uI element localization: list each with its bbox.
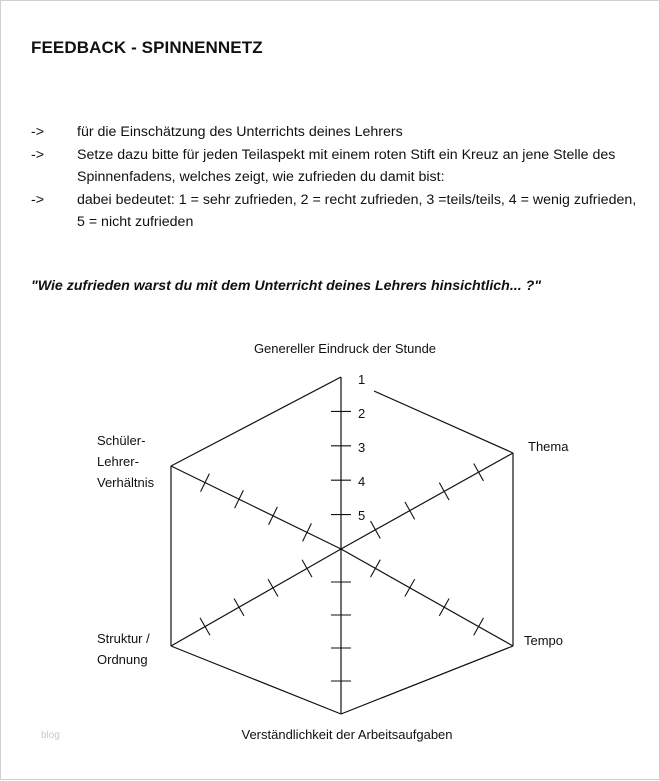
page-title: FEEDBACK - SPINNENNETZ	[31, 38, 263, 57]
web-lines	[171, 377, 513, 714]
axis-label-verhaeltnis: Verhältnis	[97, 475, 155, 490]
web-edge	[171, 377, 341, 466]
axis-label-bottom: Verständlichkeit der Arbeitsaufgaben	[241, 727, 453, 742]
web-ticks	[200, 411, 483, 681]
web-tick	[439, 483, 449, 500]
web-tick	[405, 579, 415, 596]
web-spoke	[171, 466, 341, 549]
web-tick	[200, 618, 210, 635]
web-tick	[439, 598, 449, 615]
web-spoke	[341, 453, 513, 549]
scale-label-1: 1	[358, 372, 366, 387]
web-tick	[474, 463, 484, 480]
arrow-bullet: ->	[31, 146, 45, 163]
web-spoke	[171, 549, 341, 646]
web-tick	[474, 618, 484, 635]
spider-web-diagram	[1, 1, 660, 781]
web-tick	[303, 523, 312, 541]
web-edge	[374, 391, 513, 453]
web-tick	[235, 490, 244, 508]
web-edge	[171, 646, 341, 714]
axis-label-lehrer: Lehrer-	[97, 454, 139, 469]
scale-label-3: 3	[358, 440, 366, 455]
web-tick	[234, 599, 244, 616]
scale-label-4: 4	[358, 474, 366, 489]
instruction-text: für die Einschätzung des Unterrichts deines Lehrers	[77, 124, 403, 140]
web-tick	[405, 502, 415, 519]
watermark: blog	[41, 730, 60, 741]
instruction-text: Setze dazu bitte für jeden Teilaspekt mit einem roten Stift ein Kreuz an jene Stelle des Spinnenfadens, welches zeigt, wie zufrieden du damit bist:	[77, 146, 616, 185]
question-heading: "Wie zufrieden warst du mit dem Unterricht deines Lehrers hinsichtlich... ?"	[31, 278, 541, 294]
web-tick	[371, 521, 381, 538]
web-tick	[268, 579, 278, 596]
scale-label-5: 5	[358, 508, 366, 523]
web-tick	[302, 560, 312, 577]
web-tick	[269, 507, 278, 525]
arrow-bullet: ->	[31, 124, 45, 140]
axis-label-thema: Thema	[528, 439, 569, 454]
axis-label-ordnung: Ordnung	[97, 652, 148, 667]
scale-label-2: 2	[358, 406, 366, 421]
axis-label-top: Genereller Eindruck der Stunde	[253, 341, 437, 356]
web-tick	[201, 474, 210, 492]
axis-label-struktur: Struktur /	[97, 631, 150, 646]
arrow-bullet: ->	[31, 191, 45, 208]
instruction-text: dabei bedeutet: 1 = sehr zufrieden, 2 = recht zufrieden, 3 =teils/teils, 4 = wenig zufrieden, 5 = nicht zufrieden	[77, 191, 637, 230]
web-edge	[341, 646, 513, 714]
web-tick	[370, 560, 380, 577]
axis-label-schueler: Schüler-	[97, 433, 146, 448]
web-spoke	[341, 549, 513, 646]
axis-label-tempo: Tempo	[524, 633, 564, 648]
